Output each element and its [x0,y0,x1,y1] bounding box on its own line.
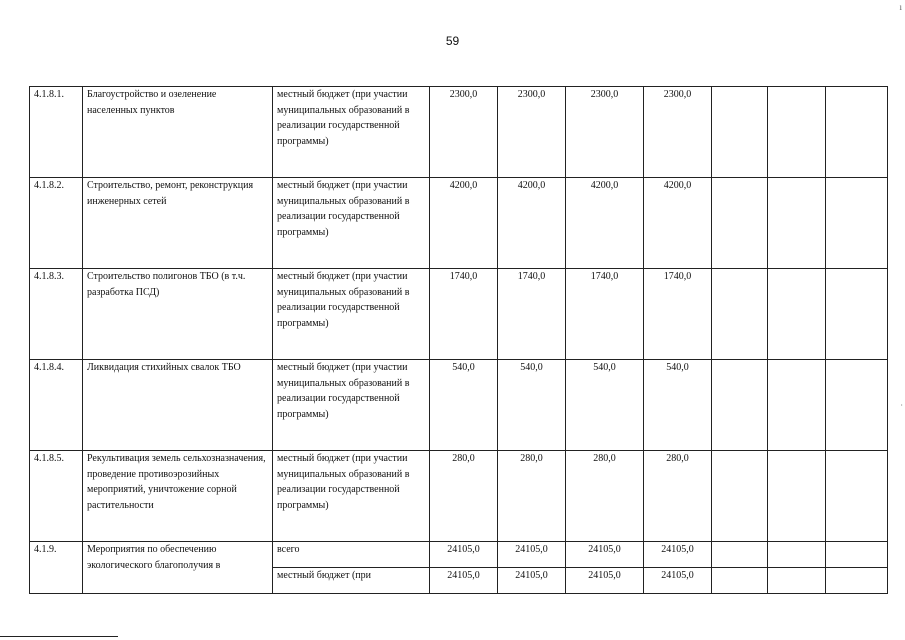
table-row [30,360,888,451]
empty-cell [826,568,888,594]
value-cell: 24105,0 [498,568,566,594]
row-code: 4.1.8.1. [30,87,83,178]
table-row [30,178,888,269]
row-name: Благоустройство и озеленение населенных пунктов [83,87,273,178]
funding-source: местный бюджет (при участии муниципальных образований в реализации государственной программы) [273,87,430,178]
funding-source: местный бюджет (при участии муниципальных образований в реализации государственной программы) [273,269,430,360]
value-cell: 24105,0 [498,542,566,568]
row-name: Строительство полигонов ТБО (в т.ч. разработка ПСД) [83,269,273,360]
value-cell: 280,0 [430,451,498,542]
empty-cell [768,542,826,568]
empty-cell [768,451,826,542]
table-row [30,451,888,542]
value-cell: 1740,0 [566,269,644,360]
value-cell: 2300,0 [430,87,498,178]
value-cell: 1740,0 [430,269,498,360]
value-cell: 2300,0 [644,87,712,178]
funding-source: местный бюджет (при участии муниципальных образований в реализации государственной программы) [273,178,430,269]
row-code: 4.1.9. [30,542,83,594]
funding-source: местный бюджет (при участии муниципальных образований в реализации государственной программы) [273,451,430,542]
funding-source: местный бюджет (при участии муниципальных образований в реализации государственной программы) [273,360,430,451]
empty-cell [826,178,888,269]
empty-cell [712,451,768,542]
row-code: 4.1.8.3. [30,269,83,360]
funding-source: местный бюджет (при [273,568,430,594]
empty-cell [712,542,768,568]
value-cell: 4200,0 [498,178,566,269]
empty-cell [768,87,826,178]
row-name: Рекультивация земель сельхозназначения, проведение противоэрозийных мероприятий, уничтожение сорной растительности [83,451,273,542]
value-cell: 540,0 [644,360,712,451]
scan-mark: ı [899,2,902,12]
empty-cell [826,269,888,360]
empty-cell [712,178,768,269]
value-cell: 24105,0 [644,542,712,568]
empty-cell [712,87,768,178]
empty-cell [768,178,826,269]
row-code: 4.1.8.2. [30,178,83,269]
row-name: Ликвидация стихийных свалок ТБО [83,360,273,451]
row-code: 4.1.8.4. [30,360,83,451]
empty-cell [826,360,888,451]
footnote-rule [0,636,118,637]
row-code: 4.1.8.5. [30,451,83,542]
value-cell: 540,0 [430,360,498,451]
funding-source: всего [273,542,430,568]
table-row [30,87,888,178]
table-row [30,542,888,568]
value-cell: 4200,0 [566,178,644,269]
value-cell: 24105,0 [430,568,498,594]
value-cell: 280,0 [498,451,566,542]
value-cell: 4200,0 [430,178,498,269]
empty-cell [826,87,888,178]
scan-mark: · [900,401,903,410]
table-row [30,269,888,360]
value-cell: 540,0 [498,360,566,451]
page-number: 59 [445,34,460,48]
empty-cell [768,568,826,594]
empty-cell [712,360,768,451]
empty-cell [826,451,888,542]
value-cell: 2300,0 [566,87,644,178]
budget-table [29,86,888,594]
value-cell: 1740,0 [644,269,712,360]
value-cell: 24105,0 [430,542,498,568]
value-cell: 540,0 [566,360,644,451]
empty-cell [712,568,768,594]
value-cell: 4200,0 [644,178,712,269]
empty-cell [768,269,826,360]
value-cell: 24105,0 [644,568,712,594]
empty-cell [768,360,826,451]
row-name: Мероприятия по обеспечению экологического благополучия в [83,542,273,594]
value-cell: 2300,0 [498,87,566,178]
row-name: Строительство, ремонт, реконструкция инженерных сетей [83,178,273,269]
value-cell: 1740,0 [498,269,566,360]
value-cell: 280,0 [566,451,644,542]
empty-cell [712,269,768,360]
value-cell: 24105,0 [566,568,644,594]
value-cell: 24105,0 [566,542,644,568]
value-cell: 280,0 [644,451,712,542]
empty-cell [826,542,888,568]
